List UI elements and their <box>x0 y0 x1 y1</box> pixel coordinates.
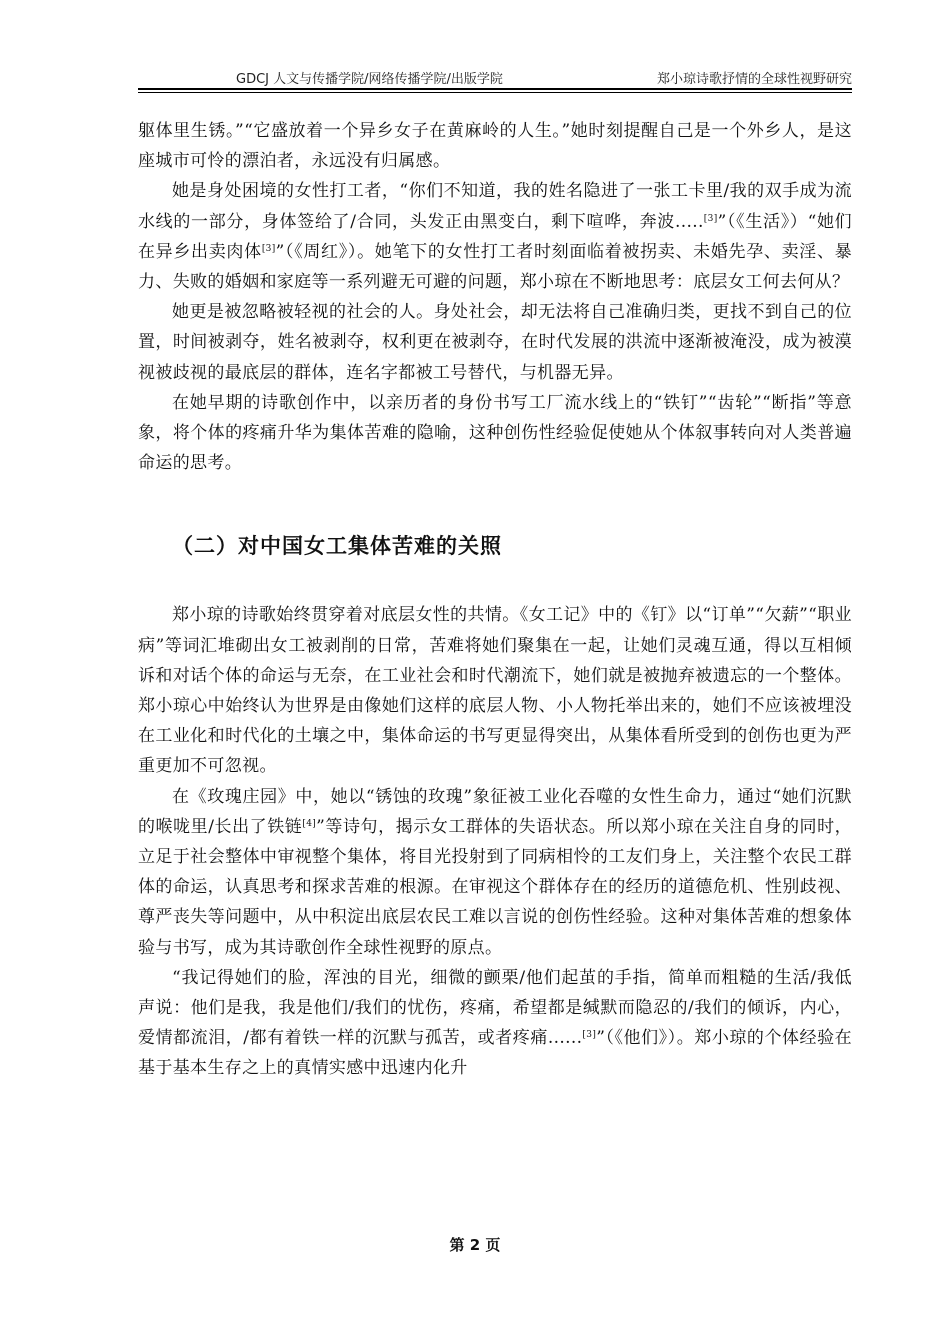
paragraph-group-after-section <box>138 600 852 1083</box>
body-paragraph <box>138 297 852 388</box>
paragraph-text: ”等诗句，揭示女工群体的失语状态。所以郑小琼在关注自身的同时，立足于社会整体中审视整个集体，将目光投射到了同病相怜的工友们身上，关注整个农民工群体的命运，认真思考和探求苦难的根源。在审视这个群体存在的经历的道德危机、性别歧视、尊严丧失等问题中，从中积淀出底层农民工难以言说的创伤性经验。这种对集体苦难的想象体验与书写，成为其诗歌创作全球性视野的原点。 <box>138 816 853 958</box>
header-right-text: 郑小琼诗歌抒情的全球性视野研究 <box>656 72 852 87</box>
page-number: 第 2 页 <box>449 1236 501 1254</box>
body-paragraph <box>138 388 852 479</box>
paragraph-text: 郑小琼的诗歌始终贯穿着对底层女性的共情。《女工记》中的《钉》以“订单”“欠薪”“职业病”等词汇堆砌出女工被剥削的日常，苦难将她们聚集在一起，让她们灵魂互通，得以互相倾诉和对话个体的命运与无奈，在工业社会和时代潮流下，她们就是被抛弃被遗忘的一个整体。郑小琼心中始终认为世界是由像她们这样的底层人物、小人物托举出来的，她们不应该被埋没在工业化和时代化的土壤之中，集体命运的书写更显得突出，从集体看所受到的创伤也更为严重更加不可忽视。 <box>138 605 852 777</box>
paragraph-text: 在她早期的诗歌创作中，以亲历者的身份书写工厂流水线上的“铁钉”“齿轮”“断指”等意象，将个体的疼痛升华为集体苦难的隐喻，这种创伤性经验促使她从个体叙事转向对人类普遍命运的思考。 <box>138 392 852 474</box>
paragraph-text: ”（《周红》）。她笔下的女性打工者时刻面临着被拐卖、未婚先孕、卖淫、暴力、失败的婚姻和家庭等一系列避无可避的问题，郑小琼在不断地思考：底层女工何去何从？ <box>138 241 852 293</box>
paragraph-group-before-section <box>138 116 852 478</box>
paragraph-text: 在《玫瑰庄园》中，她以“锈蚀的玫瑰”象征被工业化吞噬的女性生命力，通过“她们沉默的喉咙里/长出了铁链 <box>138 786 852 837</box>
page-header <box>138 64 852 86</box>
body-paragraph <box>138 963 852 1084</box>
body-paragraph <box>138 782 852 963</box>
body-paragraph <box>138 600 852 781</box>
paragraph-text: 躯体里生锈。”“它盛放着一个异乡女子在黄麻岭的人生。”她时刻提醒自己是一个外乡人，是这座城市可怜的漂泊者，永远没有归属感。 <box>138 121 852 172</box>
paragraph-text: 她更是被忽略被轻视的社会的人。身处社会，却无法将自己准确归类，更找不到自己的位置，时间被剥夺，姓名被剥夺，权利更在被剥夺，在时代发展的洪流中逐渐被淹没，成为被漠视被歧视的最底层的群体，连名字都被工号替代，与机器无异。 <box>138 302 852 383</box>
page-footer <box>0 1234 950 1255</box>
paragraph-text: ”（《生活》）“她们在异乡出卖肉体 <box>138 211 852 262</box>
header-left-text: GDCJ 人文与传播学院/网络传播学院/出版学院 <box>236 72 503 87</box>
body-paragraph <box>138 116 852 176</box>
paragraph-text: 她是身处困境的女性打工者，“你们不知道，我的姓名隐进了一张工卡里/我的双手成为流水线的一部分，身体签给了/合同，头发正由黑变白，剩下喧哗，奔波..... <box>138 181 852 232</box>
paragraph-text: “我记得她们的脸，浑浊的目光，细微的颤栗/他们起茧的手指，简单而粗糙的生活/我低声说：他们是我，我是他们/我们的忧伤，疼痛，希望都是缄默而隐忍的/我们的倾诉，内心，爱情都流泪，/都有着铁一样的沉默与孤苦，或者疼痛...... <box>138 967 852 1049</box>
body-paragraph <box>138 176 852 297</box>
citation-marker: [4] <box>302 818 317 829</box>
citation-marker: [3] <box>582 1030 597 1041</box>
paragraph-text: ”（《他们》）。郑小琼的个体经验在基于基本生存之上的真情实感中迅速内化升 <box>138 1028 852 1079</box>
header-divider <box>138 88 852 90</box>
citation-marker: [3] <box>261 243 276 254</box>
section-heading: （二）对中国女工集体苦难的关照 <box>172 534 502 559</box>
document-body <box>138 116 852 1084</box>
header-divider-thin <box>138 92 852 93</box>
citation-marker: [3] <box>703 213 718 224</box>
